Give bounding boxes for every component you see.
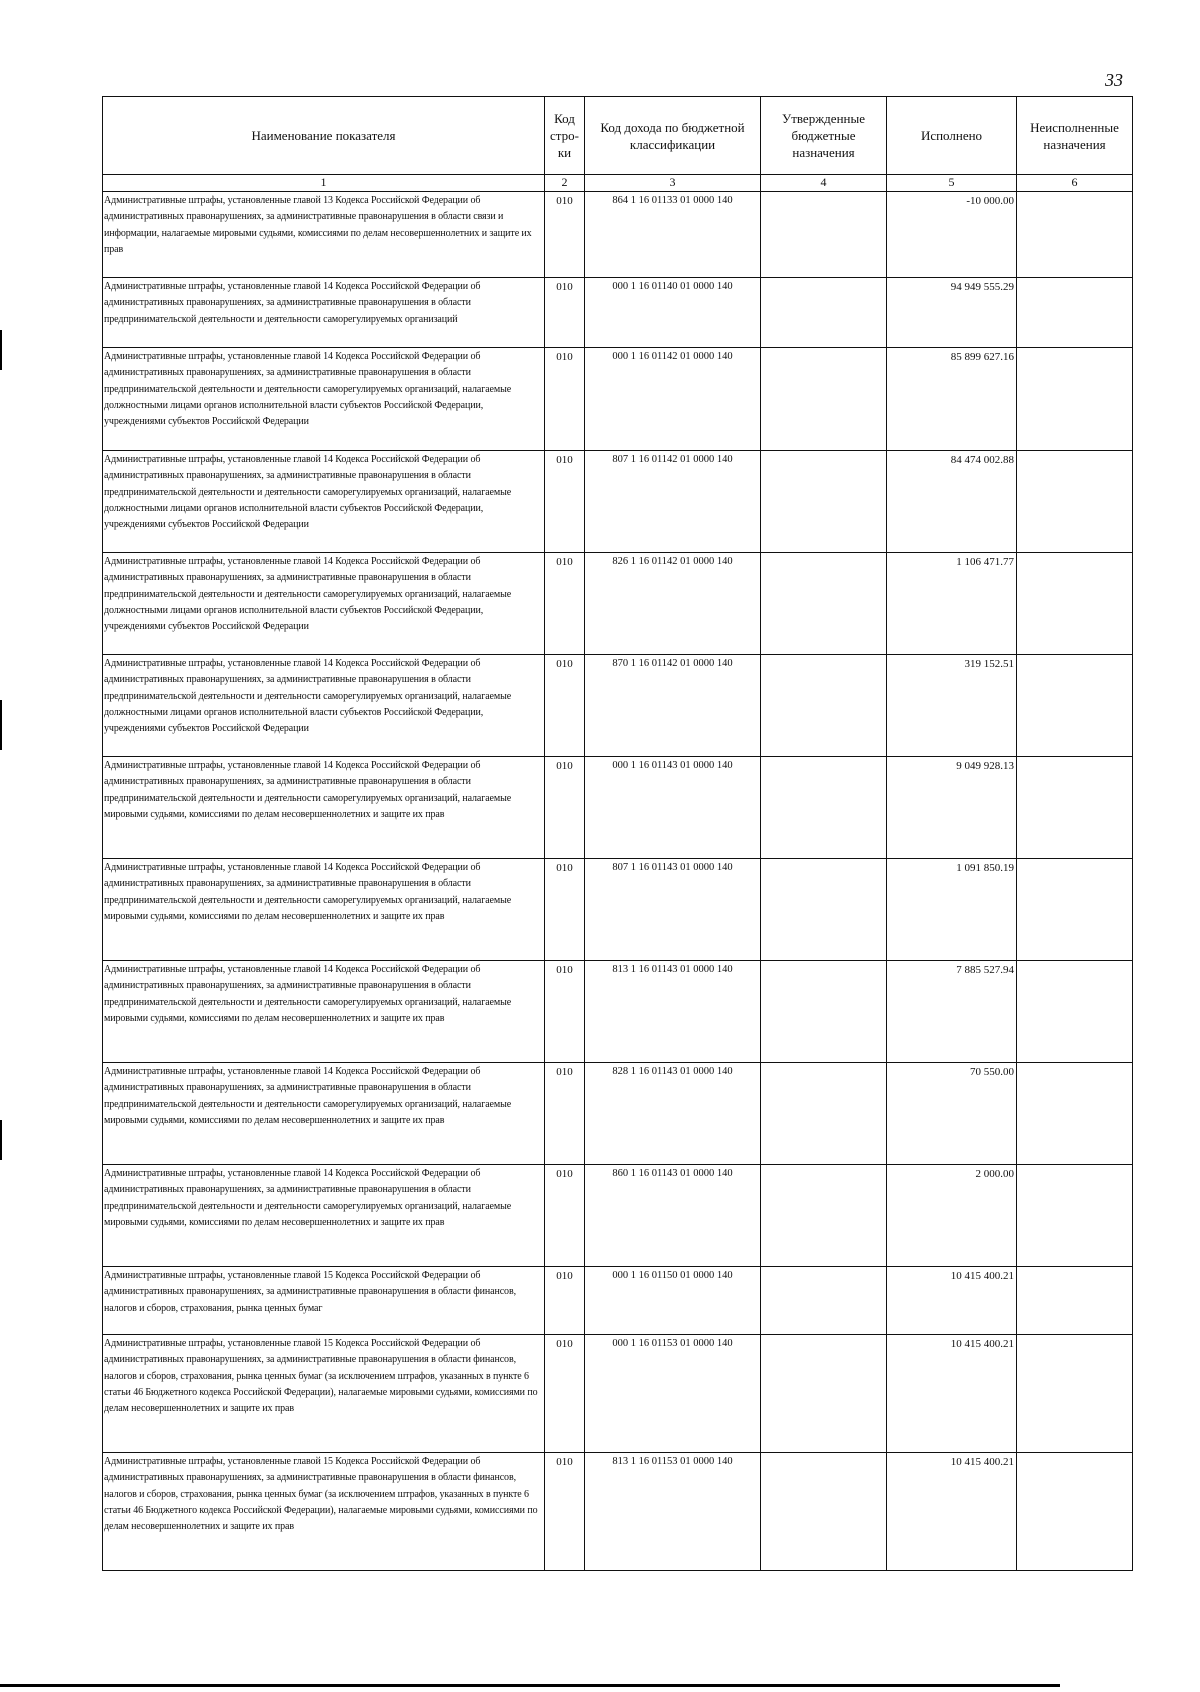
row-name: Административные штрафы, установленные главой 14 Кодекса Российской Федерации об административных правонарушениях, за административные правонарушения в области предпринимательской деятельности и деятельности саморегулируемых организаций, налагаемые мировыми судьями, комиссиями по делам несовершеннолетних и защите их прав [103, 1165, 545, 1267]
row-approved [761, 278, 887, 348]
row-name: Административные штрафы, установленные главой 14 Кодекса Российской Федерации об административных правонарушениях, за административные правонарушения в области предпринимательской деятельности и деятельности саморегулируемых организаций, налагаемые должностными лицами органов исполнительной власти субъектов Российской Федерации, учреждениями субъектов Российской Федерации [103, 553, 545, 655]
row-name: Административные штрафы, установленные главой 14 Кодекса Российской Федерации об административных правонарушениях, за административные правонарушения в области предпринимательской деятельности и деятельности саморегулируемых организаций, налагаемые мировыми судьями, комиссиями по делам несовершеннолетних и защите их прав [103, 757, 545, 859]
row-approved [761, 1335, 887, 1453]
row-name: Административные штрафы, установленные главой 15 Кодекса Российской Федерации об административных правонарушениях, за административные правонарушения в области финансов, налогов и сборов, страхования, рынка ценных бумаг [103, 1267, 545, 1335]
row-income-code: 828 1 16 01143 01 0000 140 [585, 1063, 761, 1165]
row-unexecuted [1017, 1267, 1133, 1335]
row-line-code: 010 [545, 192, 585, 278]
row-unexecuted [1017, 757, 1133, 859]
header-executed: Исполнено [887, 97, 1017, 175]
header-approved: Утвержденные бюджетные назначения [761, 97, 887, 175]
row-line-code: 010 [545, 553, 585, 655]
table-row [103, 451, 1133, 553]
row-line-code: 010 [545, 348, 585, 451]
row-approved [761, 1165, 887, 1267]
row-unexecuted [1017, 1165, 1133, 1267]
row-unexecuted [1017, 859, 1133, 961]
table-row [103, 553, 1133, 655]
column-number: 5 [887, 175, 1017, 192]
row-unexecuted [1017, 192, 1133, 278]
row-executed: 9 049 928.13 [887, 757, 1017, 859]
row-approved [761, 553, 887, 655]
report-body [103, 192, 1133, 1571]
row-approved [761, 1453, 887, 1571]
row-name: Административные штрафы, установленные главой 15 Кодекса Российской Федерации об административных правонарушениях, за административные правонарушения в области финансов, налогов и сборов, страхования, рынка ценных бумаг (за исключением штрафов, указанных в пункте 6 статьи 46 Бюджетного кодекса Российской Федерации), налагаемые мировыми судьями, комиссиями по делам несовершеннолетних и защите их прав [103, 1453, 545, 1571]
row-name: Административные штрафы, установленные главой 14 Кодекса Российской Федерации об административных правонарушениях, за административные правонарушения в области предпринимательской деятельности и деятельности саморегулируемых организаций, налагаемые мировыми судьями, комиссиями по делам несовершеннолетних и защите их прав [103, 859, 545, 961]
row-approved [761, 451, 887, 553]
row-income-code: 000 1 16 01140 01 0000 140 [585, 278, 761, 348]
column-number-row [103, 175, 1133, 192]
row-unexecuted [1017, 655, 1133, 757]
row-executed: 10 415 400.21 [887, 1267, 1017, 1335]
row-line-code: 010 [545, 1165, 585, 1267]
report-table [102, 96, 1133, 1571]
table-row [103, 278, 1133, 348]
row-line-code: 010 [545, 1063, 585, 1165]
row-income-code: 807 1 16 01143 01 0000 140 [585, 859, 761, 961]
row-unexecuted [1017, 1335, 1133, 1453]
table-row [103, 348, 1133, 451]
header-line-code: Код стро- ки [545, 97, 585, 175]
page-number: 33 [1105, 70, 1123, 90]
row-unexecuted [1017, 553, 1133, 655]
row-income-code: 000 1 16 01142 01 0000 140 [585, 348, 761, 451]
row-unexecuted [1017, 278, 1133, 348]
column-number: 6 [1017, 175, 1133, 192]
row-name: Административные штрафы, установленные главой 14 Кодекса Российской Федерации об административных правонарушениях, за административные правонарушения в области предпринимательской деятельности и деятельности саморегулируемых организаций, налагаемые мировыми судьями, комиссиями по делам несовершеннолетних и защите их прав [103, 1063, 545, 1165]
row-approved [761, 757, 887, 859]
table-row [103, 655, 1133, 757]
header-income-code: Код дохода по бюджетной классификации [585, 97, 761, 175]
row-line-code: 010 [545, 1267, 585, 1335]
row-approved [761, 1267, 887, 1335]
table-row [103, 961, 1133, 1063]
column-number: 1 [103, 175, 545, 192]
row-approved [761, 961, 887, 1063]
row-approved [761, 1063, 887, 1165]
row-line-code: 010 [545, 451, 585, 553]
row-income-code: 813 1 16 01153 01 0000 140 [585, 1453, 761, 1571]
row-executed: 319 152.51 [887, 655, 1017, 757]
row-approved [761, 192, 887, 278]
header-name: Наименование показателя [103, 97, 545, 175]
row-executed: 1 091 850.19 [887, 859, 1017, 961]
row-approved [761, 859, 887, 961]
row-line-code: 010 [545, 1335, 585, 1453]
row-approved [761, 348, 887, 451]
row-income-code: 860 1 16 01143 01 0000 140 [585, 1165, 761, 1267]
header-row [103, 97, 1133, 175]
row-name: Административные штрафы, установленные главой 14 Кодекса Российской Федерации об административных правонарушениях, за административные правонарушения в области предпринимательской деятельности и деятельности саморегулируемых организаций, налагаемые должностными лицами органов исполнительной власти субъектов Российской Федерации, учреждениями субъектов Российской Федерации [103, 655, 545, 757]
row-executed: -10 000.00 [887, 192, 1017, 278]
table-row [103, 757, 1133, 859]
row-name: Административные штрафы, установленные главой 15 Кодекса Российской Федерации об административных правонарушениях, за административные правонарушения в области финансов, налогов и сборов, страхования, рынка ценных бумаг (за исключением штрафов, указанных в пункте 6 статьи 46 Бюджетного кодекса Российской Федерации), налагаемые мировыми судьями, комиссиями по делам несовершеннолетних и защите их прав [103, 1335, 545, 1453]
column-number: 3 [585, 175, 761, 192]
row-line-code: 010 [545, 278, 585, 348]
row-line-code: 010 [545, 757, 585, 859]
header-unexecuted: Неисполненные назначения [1017, 97, 1133, 175]
table-row [103, 1267, 1133, 1335]
row-executed: 10 415 400.21 [887, 1453, 1017, 1571]
row-unexecuted [1017, 1453, 1133, 1571]
row-approved [761, 655, 887, 757]
scan-mark [0, 1120, 2, 1160]
row-executed: 7 885 527.94 [887, 961, 1017, 1063]
row-income-code: 813 1 16 01143 01 0000 140 [585, 961, 761, 1063]
row-executed: 2 000.00 [887, 1165, 1017, 1267]
table-row [103, 1063, 1133, 1165]
row-name: Административные штрафы, установленные главой 14 Кодекса Российской Федерации об административных правонарушениях, за административные правонарушения в области предпринимательской деятельности и деятельности саморегулируемых организаций, налагаемые должностными лицами органов исполнительной власти субъектов Российской Федерации, учреждениями субъектов Российской Федерации [103, 348, 545, 451]
scan-mark [0, 700, 2, 750]
scan-edge-line [0, 1684, 1060, 1687]
row-name: Административные штрафы, установленные главой 13 Кодекса Российской Федерации об административных правонарушениях, за административные правонарушения в области связи и информации, налагаемые мировыми судьями, комиссиями по делам несовершеннолетних и защите их прав [103, 192, 545, 278]
column-number: 4 [761, 175, 887, 192]
table-row [103, 1165, 1133, 1267]
row-unexecuted [1017, 961, 1133, 1063]
row-unexecuted [1017, 1063, 1133, 1165]
row-executed: 1 106 471.77 [887, 553, 1017, 655]
table-row [103, 1335, 1133, 1453]
row-unexecuted [1017, 348, 1133, 451]
row-income-code: 807 1 16 01142 01 0000 140 [585, 451, 761, 553]
row-name: Административные штрафы, установленные главой 14 Кодекса Российской Федерации об административных правонарушениях, за административные правонарушения в области предпринимательской деятельности и деятельности саморегулируемых организаций, налагаемые мировыми судьями, комиссиями по делам несовершеннолетних и защите их прав [103, 961, 545, 1063]
row-executed: 85 899 627.16 [887, 348, 1017, 451]
row-executed: 70 550.00 [887, 1063, 1017, 1165]
row-unexecuted [1017, 451, 1133, 553]
table-row [103, 1453, 1133, 1571]
row-executed: 10 415 400.21 [887, 1335, 1017, 1453]
row-name: Административные штрафы, установленные главой 14 Кодекса Российской Федерации об административных правонарушениях, за административные правонарушения в области предпринимательской деятельности и деятельности саморегулируемых организаций [103, 278, 545, 348]
row-executed: 84 474 002.88 [887, 451, 1017, 553]
row-income-code: 000 1 16 01150 01 0000 140 [585, 1267, 761, 1335]
row-name: Административные штрафы, установленные главой 14 Кодекса Российской Федерации об административных правонарушениях, за административные правонарушения в области предпринимательской деятельности и деятельности саморегулируемых организаций, налагаемые должностными лицами органов исполнительной власти субъектов Российской Федерации, учреждениями субъектов Российской Федерации [103, 451, 545, 553]
row-line-code: 010 [545, 1453, 585, 1571]
row-income-code: 000 1 16 01153 01 0000 140 [585, 1335, 761, 1453]
row-line-code: 010 [545, 961, 585, 1063]
column-number: 2 [545, 175, 585, 192]
row-income-code: 870 1 16 01142 01 0000 140 [585, 655, 761, 757]
table-row [103, 192, 1133, 278]
row-line-code: 010 [545, 859, 585, 961]
row-line-code: 010 [545, 655, 585, 757]
row-income-code: 000 1 16 01143 01 0000 140 [585, 757, 761, 859]
row-income-code: 864 1 16 01133 01 0000 140 [585, 192, 761, 278]
table-row [103, 859, 1133, 961]
row-income-code: 826 1 16 01142 01 0000 140 [585, 553, 761, 655]
scan-mark [0, 330, 2, 370]
row-executed: 94 949 555.29 [887, 278, 1017, 348]
